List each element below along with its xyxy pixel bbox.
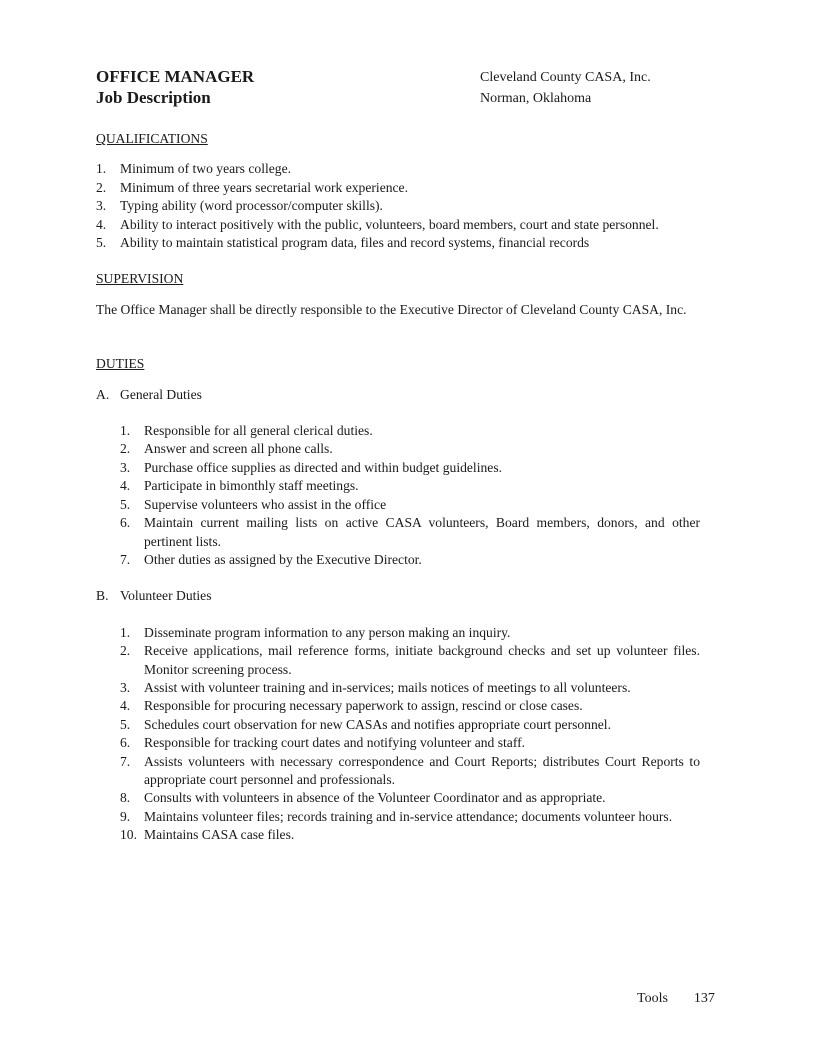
organization-name: Cleveland County CASA, Inc. <box>480 70 651 85</box>
header-row-2 <box>96 87 700 108</box>
list-item-number: 1. <box>120 423 131 439</box>
list-item-text: Maintains CASA case files. <box>144 827 295 843</box>
volunteer-duty-item <box>96 789 700 807</box>
list-item-text: Purchase office supplies as directed and within budget guidelines. <box>144 459 503 475</box>
volunteer-duty-item <box>96 624 700 642</box>
list-item-number: 4. <box>96 216 107 232</box>
volunteer-duty-item <box>96 716 700 734</box>
volunteer-duties-title: Volunteer Duties <box>120 588 212 604</box>
organization-location: Norman, Oklahoma <box>480 91 592 106</box>
list-item-number: 5. <box>120 496 131 512</box>
list-item-text: Typing ability (word processor/computer skills). <box>120 198 383 214</box>
list-item-text: Assist with volunteer training and in-services; mails notices of meetings to all volunteers. <box>144 679 631 695</box>
volunteer-duties-letter: B. <box>96 588 109 604</box>
volunteer-duty-item <box>96 734 700 752</box>
list-item-number: 2. <box>120 643 131 659</box>
general-duty-item <box>96 496 700 514</box>
list-item-text: Disseminate program information to any person making an inquiry. <box>144 624 511 640</box>
list-item-number: 4. <box>120 698 131 714</box>
document-title: OFFICE MANAGER <box>96 67 255 86</box>
general-duty-item <box>96 514 700 551</box>
volunteer-duty-item <box>96 753 700 790</box>
list-item-text: Supervise volunteers who assist in the office <box>144 496 387 512</box>
qualification-item <box>96 197 700 215</box>
list-item-text: Maintains volunteer files; records training and in-service attendance; documents volunteer hours. <box>144 808 673 824</box>
volunteer-duty-item <box>96 808 700 826</box>
footer-label: Tools <box>637 991 668 1006</box>
duties-heading: DUTIES <box>96 356 145 372</box>
list-item-text: Answer and screen all phone calls. <box>144 441 333 457</box>
general-duties-heading <box>96 386 700 404</box>
list-item-text: Ability to interact positively with the public, volunteers, board members, court and state personnel. <box>120 216 659 232</box>
list-item-text: Responsible for tracking court dates and notifying volunteer and staff. <box>144 735 526 751</box>
list-item-number: 3. <box>120 459 131 475</box>
qualification-item <box>96 179 700 197</box>
document-page <box>96 66 700 845</box>
list-item-text: Receive applications, mail reference forms, initiate background checks and set up volunteer files. Monitor screening process. <box>144 643 700 677</box>
general-duties-title: General Duties <box>120 386 202 402</box>
general-duty-item <box>96 477 700 495</box>
list-item-text: Participate in bimonthly staff meetings. <box>144 478 359 494</box>
list-item-number: 5. <box>120 716 131 732</box>
list-item-number: 7. <box>120 551 131 567</box>
qualification-item <box>96 234 700 252</box>
list-item-text: Ability to maintain statistical program data, files and record systems, financial records <box>120 235 590 251</box>
document-subtitle: Job Description <box>96 88 211 107</box>
volunteer-duties-heading <box>96 587 700 605</box>
general-duty-item <box>96 459 700 477</box>
list-item-text: Minimum of three years secretarial work experience. <box>120 179 408 195</box>
header-row-1 <box>96 66 700 87</box>
list-item-number: 3. <box>96 198 107 214</box>
list-item-number: 8. <box>120 790 131 806</box>
list-item-text: Schedules court observation for new CASAs and notifies appropriate court personnel. <box>144 716 611 732</box>
qualifications-heading: QUALIFICATIONS <box>96 131 208 146</box>
list-item-number: 10. <box>120 827 137 843</box>
supervision-heading: SUPERVISION <box>96 271 184 287</box>
volunteer-duty-item <box>96 826 700 844</box>
list-item-number: 6. <box>120 515 131 531</box>
list-item-text: Minimum of two years college. <box>120 161 292 177</box>
general-duty-item <box>96 422 700 440</box>
list-item-number: 1. <box>120 624 131 640</box>
volunteer-duty-item <box>96 642 700 679</box>
list-item-number: 2. <box>120 441 131 457</box>
general-duty-item <box>96 440 700 458</box>
list-item-number: 9. <box>120 808 131 824</box>
qualifications-list <box>96 160 700 252</box>
list-item-text: Other duties as assigned by the Executive Director. <box>144 551 422 567</box>
list-item-text: Responsible for procuring necessary paperwork to assign, rescind or close cases. <box>144 698 583 714</box>
volunteer-duties-list <box>96 624 700 845</box>
general-duty-item <box>96 551 700 569</box>
volunteer-duty-item <box>96 679 700 697</box>
qualification-item <box>96 160 700 178</box>
list-item-text: Assists volunteers with necessary correspondence and Court Reports; distributes Court Reports to appropriate court personnel and professionals. <box>144 753 700 787</box>
list-item-number: 3. <box>120 679 131 695</box>
general-duties-letter: A. <box>96 386 110 402</box>
list-item-number: 1. <box>96 161 107 177</box>
list-item-number: 7. <box>120 753 131 769</box>
page-number: 137 <box>693 991 715 1006</box>
volunteer-duty-item <box>96 697 700 715</box>
list-item-number: 2. <box>96 179 107 195</box>
general-duties-list <box>96 422 700 569</box>
list-item-number: 5. <box>96 235 107 251</box>
qualification-item <box>96 216 700 234</box>
list-item-number: 4. <box>120 478 131 494</box>
supervision-text: The Office Manager shall be directly responsible to the Executive Director of Cleveland County CASA, Inc. <box>96 301 687 317</box>
list-item-text: Maintain current mailing lists on active CASA volunteers, Board members, donors, and other pertinent lists. <box>144 515 700 549</box>
list-item-text: Consults with volunteers in absence of the Volunteer Coordinator and as appropriate. <box>144 790 606 806</box>
page-footer <box>637 990 715 1008</box>
list-item-text: Responsible for all general clerical duties. <box>144 423 373 439</box>
list-item-number: 6. <box>120 735 131 751</box>
